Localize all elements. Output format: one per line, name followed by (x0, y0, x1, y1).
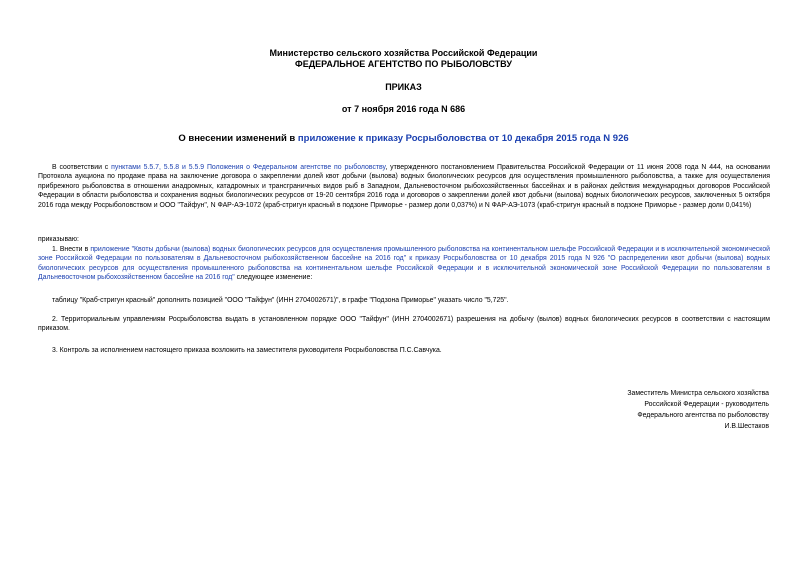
item-3-text: 3. Контроль за исполнением настоящего приказа возложить на заместителя руководителя Росрыболовства П.С.Савчука. (52, 347, 442, 354)
document-type: ПРИКАЗ (385, 82, 422, 92)
preamble-paragraph (38, 163, 770, 210)
signature-block (569, 388, 769, 432)
signature-name: И.В.Шестаков (724, 423, 769, 430)
item-1-detail-text: таблицу "Краб-стригун красный" дополнить позицией "ООО "Тайфун" (ИНН 2704002671)", в графе "Подзона Приморье" указать число "5,725". (52, 297, 509, 304)
appendix-link[interactable]: приложение "Квоты добычи (вылова) водных биологических ресурсов для осуществления промышленного рыболовства на континентальном шельфе Российской Федерации и в исключительной экономической зоне Российской Федерации по пользователям в Дальневосточном рыбохозяйственном бассейне на 2016 год" к приказу Росрыболовства от 10 декабря 2015 года N 926 "О распределении квот добычи (вылова) водных биологических ресурсов для осуществления промышленного рыболовства на континентальном шельфе Российской Федерации и в исключительной экономической зоне Российской Федерации по пользователям в Дальневосточном рыбохозяйственном бассейне на 2016 год" (38, 246, 770, 282)
item-1-detail (38, 296, 770, 305)
item-1 (38, 245, 770, 283)
item-2-text: 2. Территориальным управлениям Росрыболовства выдать в установленном порядке ООО "Тайфун" (ИНН 2704002671) разрешения на добычу (вылов) водных биологических ресурсов в соответствии с настоящим приказом. (38, 316, 770, 333)
order-word-text: приказываю: (38, 236, 79, 243)
signature-line-1: Заместитель Министра сельского хозяйства (627, 390, 769, 397)
regulation-link[interactable]: пунктами 5.5.7, 5.5.8 и 5.5.9 Положения о Федеральном агентстве по рыболовству (111, 164, 386, 171)
item-1-text-1: 1. Внести в (52, 246, 91, 253)
signature-line-2: Российской Федерации - руководитель (644, 401, 769, 408)
agency-name: ФЕДЕРАЛЬНОЕ АГЕНТСТВО ПО РЫБОЛОВСТВУ (295, 59, 512, 69)
item-3 (38, 346, 770, 355)
ministry-name: Министерство сельского хозяйства Российской Федерации (269, 48, 538, 58)
document-date-number: от 7 ноября 2016 года N 686 (341, 104, 466, 114)
document-title (0, 133, 807, 144)
item-2 (38, 315, 770, 334)
order-word (38, 235, 770, 244)
preamble-text-2: , утвержденного постановлением Правительства Российской Федерации от 11 июня 2008 года N 444, на основании Протокола аукциона по продаже права на заключение договора о закреплении долей квот добычи (вылова) водных биологических ресурсов для осуществления промышленного рыболовства, а также для осуществления прибрежного рыболовства в отношении анадромных, катадромных и трансграничных видов рыб в Западном, Дальневосточном рыбохозяйственных бассейнах и в районах действия международных договоров Российской Федерации в области рыболовства и сохранения водных биологических ресурсов от 19-20 сентября 2016 года и договоров о закреплении долей квот добычи (вылова) водных биологических ресурсов, заключенных 5 октября 2016 года между Росрыболовством и ООО "Тайфун", N ФАР-АЭ-1072 (краб-стригун красный в подзоне Приморье - размер доли 0,037%) и N ФАР-АЭ-1073 (краб-стригун красный в подзоне Приморье - размер доли 0,041%) (38, 164, 770, 209)
preamble (38, 163, 770, 210)
title-link[interactable]: приложение к приказу Росрыболовства от 10 декабря 2015 года N 926 (297, 133, 629, 144)
item-1-text-2: следующее изменение: (234, 274, 313, 282)
signature-line-3: Федерального агентства по рыболовству (637, 412, 769, 419)
preamble-text-1: В соответствии с (52, 164, 112, 171)
item-1-paragraph (38, 245, 770, 283)
title-prefix: О внесении изменений в (178, 133, 298, 144)
